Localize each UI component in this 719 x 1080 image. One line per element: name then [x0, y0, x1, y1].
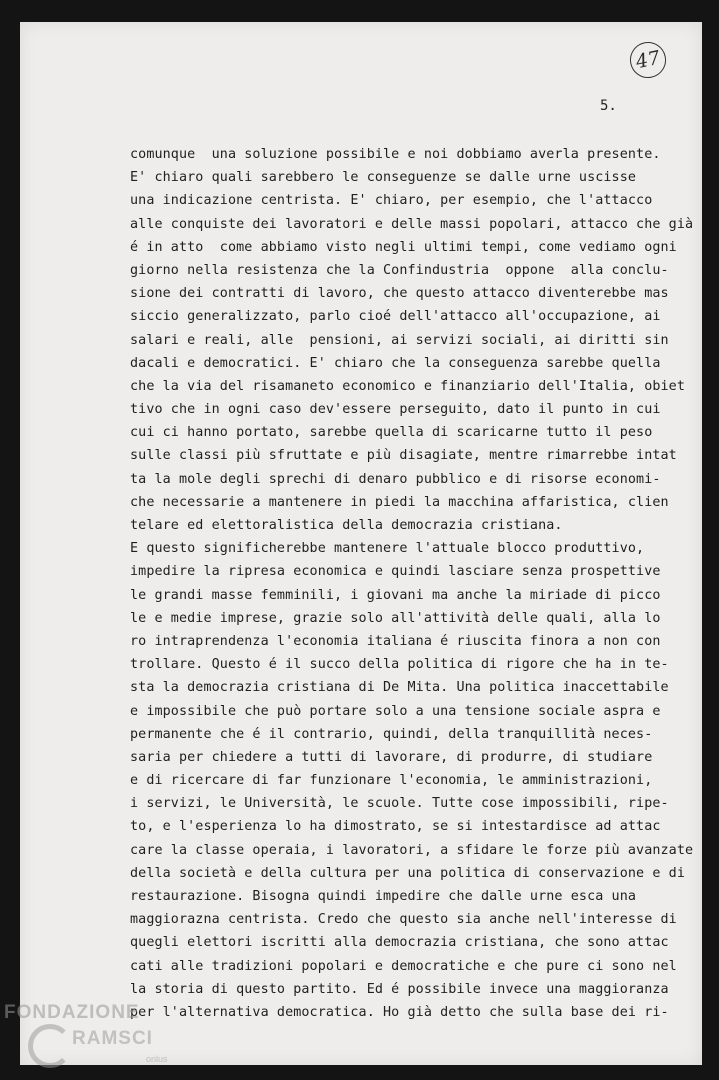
text-line: tivo che in ogni caso dev'essere perseguito, dato il punto in cui: [130, 402, 661, 418]
text-line: E questo significherebbe mantenere l'attuale blocco produttivo,: [130, 541, 645, 557]
watermark-text: RAMSCI: [72, 1028, 153, 1049]
text-line: che necessarie a mantenere in piedi la macchina affaristica, clien: [130, 494, 669, 510]
text-line: dacali e democratici. E' chiaro che la conseguenza sarebbe quella: [130, 355, 661, 371]
text-line: alle conquiste dei lavoratori e delle massi popolari, attacco che già: [130, 216, 694, 232]
document-page: [20, 22, 702, 1065]
text-line: sione dei contratti di lavoro, che questo attacco diventerebbe mas: [130, 286, 669, 302]
text-line: saria per chiedere a tutti di lavorare, di produrre, di studiare: [130, 749, 653, 765]
text-line: trollare. Questo é il succo della politica di rigore che ha in te-: [130, 657, 669, 673]
text-line: impedire la ripresa economica e quindi lasciare senza prospettive: [130, 564, 661, 580]
text-line: cui ci hanno portato, sarebbe quella di scaricarne tutto il peso: [130, 425, 653, 441]
text-line: to, e l'esperienza lo ha dimostrato, se si intestardisce ad attac: [130, 819, 661, 835]
text-line: giorno nella resistenza che la Confindustria oppone alla conclu-: [130, 262, 669, 278]
text-line: quegli elettori iscritti alla democrazia cristiana, che sono attac: [130, 935, 669, 951]
text-line: sta la democrazia cristiana di De Mita. Una politica inaccettabile: [130, 680, 669, 696]
text-line: permanente che é il contrario, quindi, della tranquillità neces-: [130, 726, 653, 742]
text-line: E' chiaro quali sarebbero le conseguenze se dalle urne uscisse: [130, 170, 637, 186]
text-line: siccio generalizzato, parlo cioé dell'attacco all'occupazione, ai: [130, 309, 661, 325]
text-line: e di ricercare di far funzionare l'economia, le amministrazioni,: [130, 773, 653, 789]
folio-number-circled: 47: [627, 39, 670, 82]
text-line: care la classe operaia, i lavoratori, a sfidare le forze più avanzate: [130, 842, 694, 858]
text-line: comunque una soluzione possibile e noi dobbiamo averla presente.: [130, 147, 661, 162]
text-line: é in atto come abbiamo visto negli ultimi tempi, come vediamo ogni: [130, 239, 677, 255]
text-line: che la via del risamaneto economico e finanziario dell'Italia, obiet: [130, 378, 686, 394]
typewritten-body: [130, 143, 702, 1024]
text-line: ta la mole degli sprechi di denaro pubblico e di risorse economi-: [130, 471, 661, 487]
text-line: della società e della cultura per una politica di conservazione e di: [130, 865, 686, 881]
text-line: salari e reali, alle pensioni, ai servizi sociali, ai diritti sin: [130, 332, 669, 348]
text-line: restaurazione. Bisogna quindi impedire che dalle urne esca una: [130, 889, 637, 904]
watermark-text: FONDAZIONE: [4, 1002, 140, 1023]
page-number: 5.: [600, 98, 617, 114]
text-line: maggiorazna centrista. Credo che questo sia anche nell'interesse di: [130, 912, 677, 928]
text-line: la storia di questo partito. Ed é possibile invece una maggioranza: [130, 981, 669, 997]
text-line: cati alle tradizioni popolari e democratiche e che pure ci sono nel: [130, 958, 677, 974]
text-line: e impossibile che può portare solo a una tensione sociale aspra e: [130, 703, 661, 719]
text-line: le grandi masse femminili, i giovani ma anche la miriade di picco: [130, 587, 661, 603]
text-line: le e medie imprese, grazie solo all'attività delle quali, alla lo: [130, 610, 661, 626]
watermark-text: onlus: [146, 1054, 168, 1064]
text-line: i servizi, le Università, le scuole. Tutte cose impossibili, ripe-: [130, 796, 669, 812]
text-line: sulle classi più sfruttate e più disagiate, mentre rimarrebbe intat: [130, 448, 677, 464]
text-line: una indicazione centrista. E' chiaro, per esempio, che l'attacco: [130, 193, 653, 209]
text-line: per l'alternativa democratica. Ho già detto che sulla base dei ri-: [130, 1004, 669, 1020]
text-line: telare ed elettoralistica della democrazia cristiana.: [130, 518, 563, 533]
text-line: ro intraprendenza l'economia italiana é riuscita finora a non con: [130, 633, 661, 649]
